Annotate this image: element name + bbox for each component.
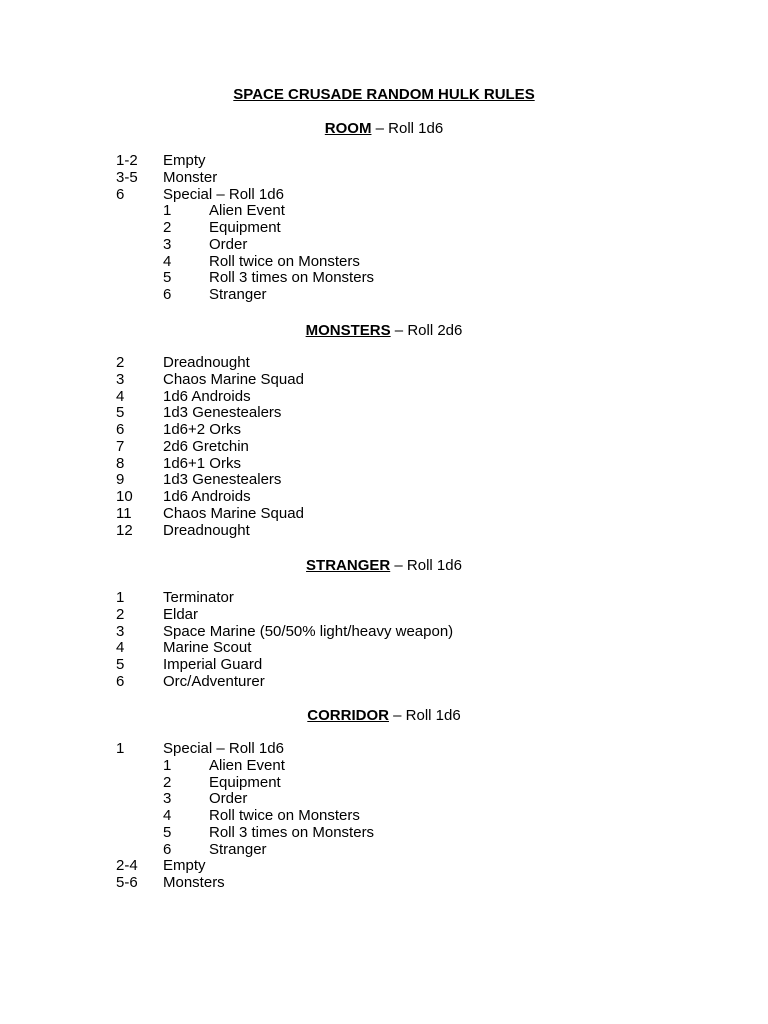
corridor-row-result: Monsters bbox=[163, 874, 225, 891]
stranger-row-number: 6 bbox=[116, 672, 125, 690]
stranger-row-number: 1 bbox=[116, 589, 125, 606]
monsters-heading bbox=[0, 322, 768, 340]
monsters-row-result: Dreadnought bbox=[163, 354, 250, 371]
corridor-row-number: 1 bbox=[116, 740, 125, 757]
monsters-heading-roll: – Roll 2d6 bbox=[390, 322, 463, 339]
document-title: SPACE CRUSADE RANDOM HULK RULES bbox=[233, 86, 535, 103]
stranger-row-result: Eldar bbox=[163, 605, 199, 623]
corridor-heading bbox=[0, 707, 768, 725]
monsters-row-result: 1d6+1 Orks bbox=[163, 454, 241, 472]
room-heading bbox=[0, 120, 768, 138]
room-row-number: 3-5 bbox=[116, 168, 138, 186]
monsters-row-number: 11 bbox=[116, 504, 132, 522]
corridor-special-number: 2 bbox=[163, 773, 172, 791]
stranger-heading bbox=[0, 557, 768, 575]
room-special-result: Stranger bbox=[209, 286, 267, 303]
corridor-heading-roll: – Roll 1d6 bbox=[388, 707, 461, 724]
corridor-special-result: Alien Event bbox=[209, 756, 285, 774]
monsters-row-number: 8 bbox=[116, 454, 125, 472]
room-special-number: 4 bbox=[163, 252, 172, 270]
corridor-special-number: 3 bbox=[163, 790, 172, 808]
room-row-result: Special – Roll 1d6 bbox=[163, 185, 284, 203]
corridor-special-number: 1 bbox=[163, 756, 172, 774]
room-heading-roll: – Roll 1d6 bbox=[371, 120, 444, 137]
room-heading-name: ROOM bbox=[324, 120, 372, 137]
monsters-row-number: 5 bbox=[116, 404, 125, 422]
corridor-special-number: 6 bbox=[163, 840, 172, 858]
stranger-heading-name: STRANGER bbox=[306, 557, 391, 574]
stranger-row-number: 5 bbox=[116, 656, 125, 673]
corridor-special-result: Stranger bbox=[209, 840, 267, 858]
room-special-result: Equipment bbox=[209, 219, 281, 236]
stranger-row-result: Marine Scout bbox=[163, 639, 252, 657]
corridor-special-number: 5 bbox=[163, 823, 172, 841]
monsters-row-result: 1d6 Androids bbox=[163, 387, 251, 405]
stranger-row-number: 3 bbox=[116, 622, 125, 640]
monsters-row-result: Chaos Marine Squad bbox=[163, 370, 304, 388]
room-special-result: Roll twice on Monsters bbox=[209, 252, 360, 270]
corridor-row-number: 5-6 bbox=[116, 874, 138, 891]
room-special-number: 3 bbox=[163, 235, 172, 253]
stranger-heading-roll: – Roll 1d6 bbox=[390, 557, 462, 574]
stranger-row-result: Orc/Adventurer bbox=[163, 672, 265, 690]
room-row-number: 1-2 bbox=[116, 152, 138, 169]
stranger-row-result: Imperial Guard bbox=[163, 656, 263, 673]
stranger-row-result: Terminator bbox=[163, 589, 234, 606]
monsters-row-number: 3 bbox=[116, 370, 125, 388]
room-special-number: 1 bbox=[163, 202, 172, 220]
monsters-row-number: 2 bbox=[116, 354, 125, 371]
monsters-row-number: 6 bbox=[116, 421, 125, 438]
monsters-row-result: 2d6 Gretchin bbox=[163, 437, 249, 455]
monsters-row-number: 12 bbox=[116, 521, 133, 539]
room-special-result: Order bbox=[209, 235, 248, 253]
corridor-row-result: Special – Roll 1d6 bbox=[163, 740, 284, 757]
room-row-result: Monster bbox=[163, 168, 218, 186]
corridor-row-number: 2-4 bbox=[116, 857, 138, 875]
monsters-row-number: 7 bbox=[116, 437, 125, 455]
corridor-special-result: Roll twice on Monsters bbox=[209, 807, 360, 824]
corridor-special-result: Equipment bbox=[209, 773, 281, 791]
room-special-result: Roll 3 times on Monsters bbox=[209, 269, 375, 287]
room-special-number: 5 bbox=[163, 269, 172, 287]
monsters-heading-name: MONSTERS bbox=[305, 322, 391, 339]
corridor-special-result: Roll 3 times on Monsters bbox=[209, 823, 375, 841]
corridor-special-result: Order bbox=[209, 790, 248, 808]
room-special-result: Alien Event bbox=[209, 202, 285, 220]
monsters-row-result: 1d3 Genestealers bbox=[163, 404, 282, 422]
stranger-row-result: Space Marine (50/50% light/heavy weapon) bbox=[163, 622, 454, 640]
room-special-number: 2 bbox=[163, 219, 172, 236]
monsters-row-result: 1d3 Genestealers bbox=[163, 471, 282, 489]
corridor-heading-name: CORRIDOR bbox=[307, 707, 389, 724]
room-row-number: 6 bbox=[116, 185, 125, 203]
monsters-row-number: 4 bbox=[116, 387, 125, 405]
monsters-row-number: 10 bbox=[116, 488, 133, 505]
monsters-row-number: 9 bbox=[116, 471, 125, 489]
room-special-number: 6 bbox=[163, 286, 172, 303]
corridor-row-result: Empty bbox=[163, 857, 206, 875]
monsters-row-result: Dreadnought bbox=[163, 521, 250, 539]
monsters-row-result: 1d6+2 Orks bbox=[163, 421, 241, 438]
monsters-row-result: Chaos Marine Squad bbox=[163, 504, 304, 522]
stranger-row-number: 2 bbox=[116, 605, 125, 623]
monsters-row-result: 1d6 Androids bbox=[163, 488, 251, 505]
stranger-row-number: 4 bbox=[116, 639, 125, 657]
room-row-result: Empty bbox=[163, 152, 206, 169]
corridor-special-number: 4 bbox=[163, 807, 172, 824]
